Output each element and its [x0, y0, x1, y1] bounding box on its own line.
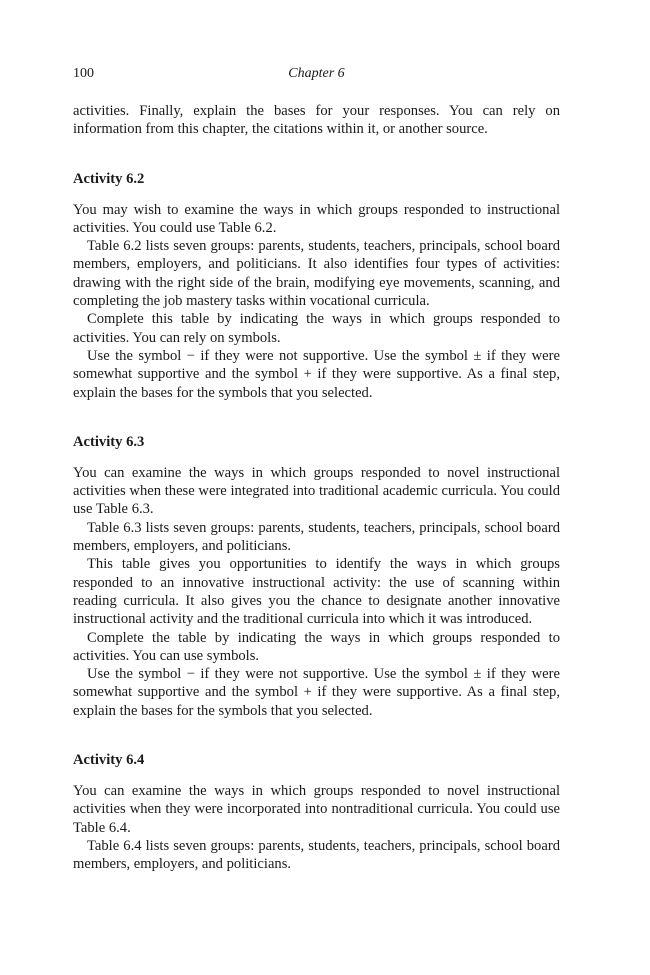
paragraph: Complete the table by indicating the ways in which groups responded to activities. You can use symbols. [73, 629, 560, 664]
section-activity-6-4 [73, 751, 560, 873]
paragraph: Complete this table by indicating the ways in which groups responded to activities. You can rely on symbols. [73, 311, 560, 346]
section-activity-6-3 [73, 433, 560, 720]
paragraph: Use the symbol − if they were not supportive. Use the symbol ± if they were somewhat supportive and the symbol + if they were supportive. As a final step, explain the bases for the symbols that you selected. [73, 666, 560, 719]
running-head [73, 66, 560, 88]
section-heading: Activity 6.3 [73, 433, 145, 450]
section-activity-6-2 [73, 170, 560, 402]
section-heading: Activity 6.2 [73, 170, 145, 187]
paragraph: You can examine the ways in which groups responded to novel instructional activities when these were integrated into traditional academic curricula. You could use Table 6.3. [73, 464, 560, 518]
page [73, 66, 560, 874]
paragraph: Use the symbol − if they were not supportive. Use the symbol ± if they were somewhat supportive and the symbol + if they were supportive. As a final step, explain the bases for the symbols that you selected. [73, 347, 560, 401]
paragraph: This table gives you opportunities to identify the ways in which groups responded to an innovative instructional activity: the use of scanning within reading curricula. It also gives you the chance to designate another innovative instructional activity and the traditional curricula into which it was introduced. [73, 556, 560, 628]
paragraph: Table 6.4 lists seven groups: parents, students, teachers, principals, school board members, employers, and politicians. [73, 837, 560, 873]
paragraph: You can examine the ways in which groups responded to novel instructional activities when they were incorporated into nontraditional curricula. You could use Table 6.4. [73, 783, 560, 836]
paragraph: Table 6.3 lists seven groups: parents, students, teachers, principals, school board members, employers, and politicians. [73, 519, 560, 555]
page-number: 100 [73, 66, 94, 81]
paragraph: You may wish to examine the ways in which groups responded to instructional activities. You could use Table 6.2. [73, 201, 560, 236]
chapter-title: Chapter 6 [288, 66, 345, 81]
section-heading: Activity 6.4 [73, 752, 145, 769]
intro-paragraph: activities. Finally, explain the bases for your responses. You can rely on information from this chapter, the citations within it, or another source. [73, 103, 560, 138]
paragraph: Table 6.2 lists seven groups: parents, students, teachers, principals, school board members, employers, and politicians. It also identifies four types of activities: drawing with the right side of the brain, modifying eye movements, scanning, and completing the job mastery tasks within vocational curricula. [73, 238, 560, 310]
